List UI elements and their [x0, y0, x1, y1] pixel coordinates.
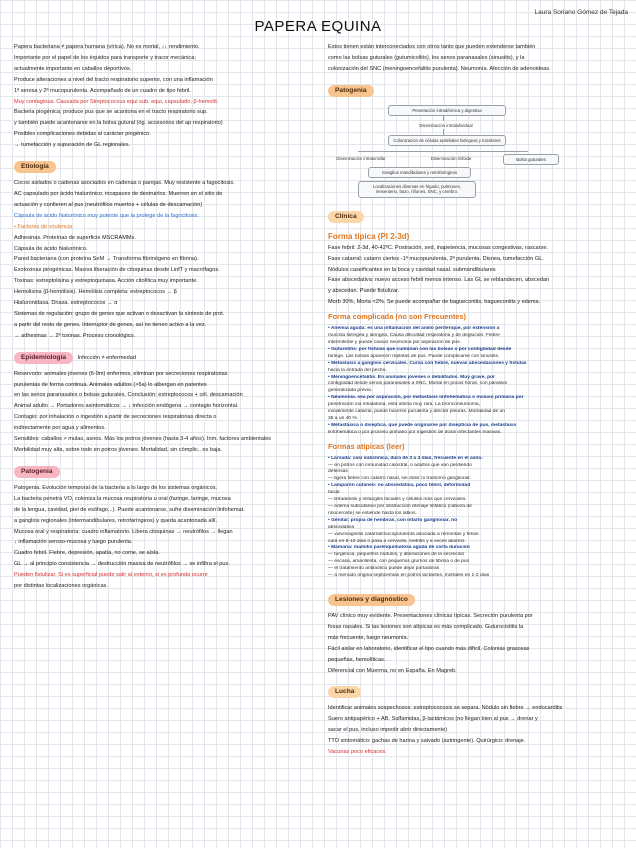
diagram-node: Diseminación linfoide — [430, 155, 472, 161]
page-title: PAPERA EQUINA — [254, 18, 382, 35]
text-line: TTO sintomático: gachas de harina y salvado (astringente). Quirúrgico: drenaje. — [328, 738, 526, 745]
list-item: • Larvada: casi subclínica, dura de 3 a 4 días, frecuente en el asno. — [328, 455, 483, 461]
list-item: — escasa, amarillenta, con pequeños grumos de fibrina o de pus — [328, 559, 470, 565]
epidemiologia-block — [14, 369, 312, 456]
list-item: • Lamparón cutáneo: no abscedativa, poco febril, deformidad — [328, 483, 471, 489]
text-line: • Factores de virulencia — [14, 223, 73, 230]
text-line: Posibles complicaciones debidas al carácter piogénico. — [14, 131, 151, 138]
right-intro-block — [328, 42, 628, 75]
text-line: Produce alteraciones a nivel del tracto respiratorio superior, con una inflamación — [14, 76, 213, 83]
text-line: La bacteria penetra VO, coloniza la mucosa respiratoria u oral (faringe, laringe, mucosa — [14, 495, 231, 502]
list-item: contigüidad desde senos paranasales a SNC. Mortal en pocas horas, con parálisis — [328, 381, 507, 387]
epidemiologia-note: Infección ≠ enfermedad — [77, 354, 136, 361]
text-line: Suero antipapérico + AB. Sulfamidas, β-lactámicos (no llegan bien al pus → drenar y — [328, 716, 538, 723]
list-item: — ligera fiebre con catarro nasal, sin dolor ni trastorno ganglionar. — [328, 476, 471, 482]
diagram-node: Penetración intradérmica y digestiva — [388, 105, 506, 117]
text-line: indirectamente por agua y alimentos. — [14, 425, 106, 432]
text-line: actualmente importante en caballos deportivos. — [14, 65, 132, 72]
diagram-connector — [358, 151, 528, 152]
list-item: linfohemática o por proceso primario por ingestión de dosis infectantes masivas. — [328, 429, 502, 435]
text-line: como las bolsas guturales (gutumicolitis), los senos paranasales (sinusitis), y la — [328, 54, 525, 61]
list-item: — el tratamiento antibiótico puede dejar portadoras — [328, 566, 440, 572]
list-item: • Anemia aguda: es una inflamación del anillo periferique, por extensión a — [328, 326, 500, 332]
etiologia-block — [14, 178, 312, 342]
text-line: Reservorio: animales jóvenes (6-9m) enfermos, eliminan por secreciones respiratorias — [14, 370, 228, 377]
text-line: purulentas de forma continua. Animales adultos (>5a) lo albergan en patentes — [14, 381, 207, 388]
text-line: Contagio: por inhalación o ingestión a partir de secreciones respiratorias directa o — [14, 414, 217, 421]
subheading-forma-tipica: Forma típica (PI 2-3d) — [328, 231, 410, 241]
section-heading-patogenia: Patogenia — [14, 466, 60, 478]
text-line: Cuadro febril. Fiebre, depresión, apatía, no come, se aísla. — [14, 550, 160, 557]
text-line: ↓ inflamación seroso-mucosa y luego purulenta. — [14, 539, 133, 546]
text-line: GL → al principio consistencia → destrucción masiva de neutrófilos → se infiltra el pus. — [14, 561, 230, 568]
list-item: faringe. Las bolsas aparecen repletas de pus. Puede complicarse con sinusitis. — [328, 353, 500, 359]
text-line: sacar el pus, incluso impedir abrir directamente) — [328, 727, 448, 734]
text-line: en las senos paranasales o bolsas guturales. Conclusión: estreptococos + cél. descamación — [14, 392, 243, 399]
text-line: más frecuente, luego neumonía. — [328, 634, 409, 641]
text-line: colonización del SNC (meningoencefalitis purulenta). Neumonía. Afección de adenoideas. — [328, 65, 551, 72]
text-line: Exotoxinas pirogénicas. Masiva liberación de citoquinas desde LinfT y macrófagos. — [14, 267, 220, 274]
list-item: cura en 8-10 días o pasa a cervicitis, metritis y a veces abortos — [328, 538, 465, 544]
diagram-node: Bolsa guturales — [503, 154, 559, 166]
list-item: 35 a un 40 %. — [328, 415, 359, 421]
text-line: Sensibles: caballos > mulas, asnos. Más los potros jóvenes (hasta 3-4 años). Inm. factores ambientales — [14, 436, 271, 443]
section-heading-epidemiologia: Epidemiología — [14, 352, 73, 364]
list-item: — en potros con inmunidad calostral, o adultos que van perdiendo — [328, 462, 472, 468]
list-item: — a menudo origina septicemias en potros lactantes, mortales en 1-2 días — [328, 573, 490, 579]
diagram-connector — [443, 115, 444, 121]
diagram-node: Ganglios mandibulares y retrofaríngeos — [368, 167, 471, 179]
list-item: — vulvovaginitis catarral/mucopurulenta asociada a remontas y ferias — [328, 531, 479, 537]
text-line: AC capsulado por ácido hialurónico, incapaces de destruirlos. Muerren en el sitio de — [14, 190, 223, 197]
text-line: Papera bacteriana ≠ papera humana (vírica). No es mortal, ↓↓ rendimiento. — [14, 44, 200, 50]
list-item: abscedativa — [328, 524, 355, 530]
text-line: Fase catarral: catarro ciertos -1ª mucopurulenta, 2ª purulenta. Disnea, tumefacción GL. — [328, 255, 544, 262]
text-line: Estos tienen están interconectados con otros tanto que pueden extenderse también — [328, 44, 536, 50]
text-line: Diferencial con Muerma, no en España. En Magreb. — [328, 667, 457, 674]
patogenia-diagram — [328, 105, 628, 195]
author-name: Laura Soriano Gómez de Tejada — [534, 9, 628, 16]
section-heading-lesiones: Lesiones y diagnóstico — [328, 594, 415, 606]
diagram-node: Diseminación intratonsilar — [336, 155, 386, 161]
lesiones-block — [328, 611, 628, 676]
right-column — [328, 42, 628, 758]
text-line: y abscedan. Puede fistulizar. — [328, 288, 400, 295]
text-line: a partir del resto de genes. Interruptor de genes, así no tienen activo a la vez. — [14, 321, 207, 328]
diagram-node: Colonización de células epiteliales faringeas y tonsilares — [388, 135, 506, 147]
list-item: • Meningoencefalitis. En animales jóvenes o debilitados. Muy grave, por — [328, 374, 495, 380]
list-item: • Mamaria: mamitis parenquimatosa aguda de corta duración — [328, 545, 470, 551]
section-heading-patogenia-diagram: Patogenia — [328, 85, 374, 97]
list-item: defensas — [328, 469, 348, 475]
diagram-node: Localizaciones diversas en hígado, pulmones, mesenterio, bazo, riñones, SNC, y cerebro. — [358, 181, 476, 198]
text-line: pequeñas, hemolíticas. — [328, 656, 386, 663]
text-line: por distintas localizaciones orgánicas. — [14, 583, 108, 590]
complicadas-list — [328, 326, 628, 437]
text-line: Animal adulto → Portadores asintomáticos → ↓ infección endógena → contagio horizontal. — [14, 403, 239, 410]
text-line: Sistemas de regulación: grupo de genes que activan o desactivan la síntesis de prot. — [14, 310, 225, 317]
list-item: hacia la entrada del pecho. — [328, 367, 387, 373]
subheading-formas-atipicas: Formas atípicas (leer) — [328, 441, 405, 451]
list-item: mucosa faríngea y laringea. Causa dificultad respiratoria y de deglución. Fiebre — [328, 333, 500, 339]
list-item: • Metástasis a ganglios cervicales. Cursa con fiebre, nuevas abscedaciones y fístulas — [328, 360, 527, 366]
text-line: fosas nasales. Si las lesiones son atípicas es más complicado. Guturocistitis la — [328, 623, 524, 630]
text-line: Morbilidad muy alta, sobre todo en potros jóvenes. Mortalidad, sin cómplic., es baja. — [14, 447, 223, 453]
text-line: 1ª serosa y 2ª mucopurulenta. Acompañado de un cuadro de tipo febril. — [14, 87, 191, 94]
text-line: de la lengua, cavidad, piel de esófago...). Puede acantonarse, sufre diseminación linfohemat. — [14, 506, 245, 513]
list-item: — edema subcutáneo por obstrucción drenaje linfático (cabeza de — [328, 504, 472, 509]
lucha-block — [328, 703, 628, 758]
subheading-forma-complicada: Forma complicada (no son Frecuentes) — [328, 312, 466, 322]
text-line: Nódulos caseificantes en la boca y cavidad nasal. submandibulares — [328, 266, 496, 273]
text-line: Fase febril: 2-3d, 40-42ºC. Postración, sed, inapetencia, mucosas congestivas, rascarse. — [328, 244, 548, 251]
left-column — [14, 42, 312, 592]
list-item: • Metastásica o diseptica. que puede originarse por diseptícia de pus, metástasis — [328, 422, 517, 428]
list-item: inicialmente catarral, puede hacerse purulenta y afectar pleuras. Mortalidad de un — [328, 409, 505, 415]
section-heading-etiologia: Etiología — [14, 161, 56, 173]
text-line: Fase abscedativa: nuevo acceso febril menos intenso. Las GL se reblandecen, abscedan — [328, 277, 550, 284]
text-line: Cápsula de ácido hialurónico muy potente que la protege de la fagocitosis. — [14, 212, 199, 219]
text-line: Hialuronidasa. Dnasa. estreptococos → α — [14, 300, 118, 307]
list-item: generalizada previa. — [328, 388, 373, 394]
text-line: Morb 30%, Morta <2%. Se puede acompañar de bagueconitis, bagueconitis y edema. — [328, 299, 541, 306]
text-line: a ganglios regionales (intermandibulares, retrofaríngeos) y queda acantonada allí. — [14, 517, 218, 524]
text-line: Hemolisina (β-hemólisis). Hemólisis completa: estreptococos → β — [14, 289, 177, 296]
patogenia-block — [14, 483, 312, 592]
text-line: Fácil aislar en laboratorio, identificar el tipo cuando más difícil. Colonias grasosas — [328, 645, 530, 652]
atipicas-list — [328, 456, 628, 580]
section-heading-clinica: Clínica — [328, 211, 364, 223]
text-line: Pared bacteriana (con proteína SeM → Transforma fibrinógeno en fibrina). — [14, 256, 199, 263]
text-line: PAV clínico muy evidente. Presentaciones clínicas típicas. Secreción purulenta por — [328, 612, 533, 619]
text-line: Patogenia. Evolución temporal de la bacteria a lo largo de los sistemas orgánicos. — [14, 484, 218, 491]
text-line: Pueden fistulizar. Si es superficial puede salir al exterior, si es profunda ocurre — [14, 572, 208, 579]
text-line: Identificar animales sospechosos: estreptococosis se separa. Nódulo sin fiebre → endocarditis — [328, 705, 563, 712]
list-item: — turgencia, pequeños nódulos, y alteraciones de la secreción — [328, 552, 465, 558]
list-item: rinoceronte) se extiende hasta los labios. — [328, 510, 417, 516]
text-line: → tumefacción y supuración de GL regionales. — [14, 142, 131, 149]
forma-tipica-block — [328, 243, 628, 308]
text-line: actuación y confieren al pus (neutrófilos muertos + células de descamación) — [14, 201, 203, 208]
diagram-connector — [443, 129, 444, 135]
list-item: • Neumonía. sea por aspiración, por metástasis linfohemática o incluso primaria por — [328, 395, 524, 401]
text-line: Vacunas poco eficaces. — [328, 749, 387, 756]
text-line: Importante por el papel de los équidos para transporte y tracor mecánica; — [14, 54, 196, 61]
list-item: • Guturolitis: por fístulas que culminan con las bolsas o por contigüidad desde — [328, 346, 512, 352]
section-heading-lucha: Lucha — [328, 686, 361, 698]
list-item: • Genital: propia de hembras, con infarto ganglionar, no — [328, 517, 458, 523]
text-line: Muy contagiosa. Causada por Streptococcus equi sub. equi, capsulado, β-hemolít. — [14, 98, 219, 105]
diagram-node: Diseminación intraindividual — [419, 122, 473, 128]
text-line: Cocos aislados o cadenas asociados en cadenas o parejas. Muy resistente a fagocitosis. — [14, 180, 235, 187]
text-line: Adhesinas. Proteínas de superficie MSCRAMMs. — [14, 234, 136, 241]
text-line: Mucosa oral y respiratoria: cuadro inflamatorio. Libera citoquinas → neutrófilos → llegan — [14, 528, 233, 535]
text-line: → adhesinas → 2ª toxinas. Proceso cronológico. — [14, 332, 136, 339]
intro-block — [14, 42, 312, 151]
text-line: Bacteria piogénica; produce pus que se acantona en el tracto respiratorio sup. — [14, 109, 208, 116]
list-item: intermitente y puede causar neumonía por aspiración de pus. — [328, 339, 461, 345]
list-item: facial — [328, 490, 340, 496]
text-line: y también puede acantonarse en la bolsa gutural (óg. accesorios del ap respiratorio) — [14, 120, 223, 127]
text-line: Cápsula de ácido hialurónico. — [14, 245, 88, 252]
list-item: — linfadenitis y linfangitis faciales y celulitis más que cervicales. — [328, 497, 467, 503]
list-item: penetración vía inhalatoria, esta última muy rara. La bronconeumonía, — [328, 402, 480, 408]
text-line: Toxinas: estreptolisina y estreptoquinasa. Acción citolítica muy importante. — [14, 278, 198, 285]
